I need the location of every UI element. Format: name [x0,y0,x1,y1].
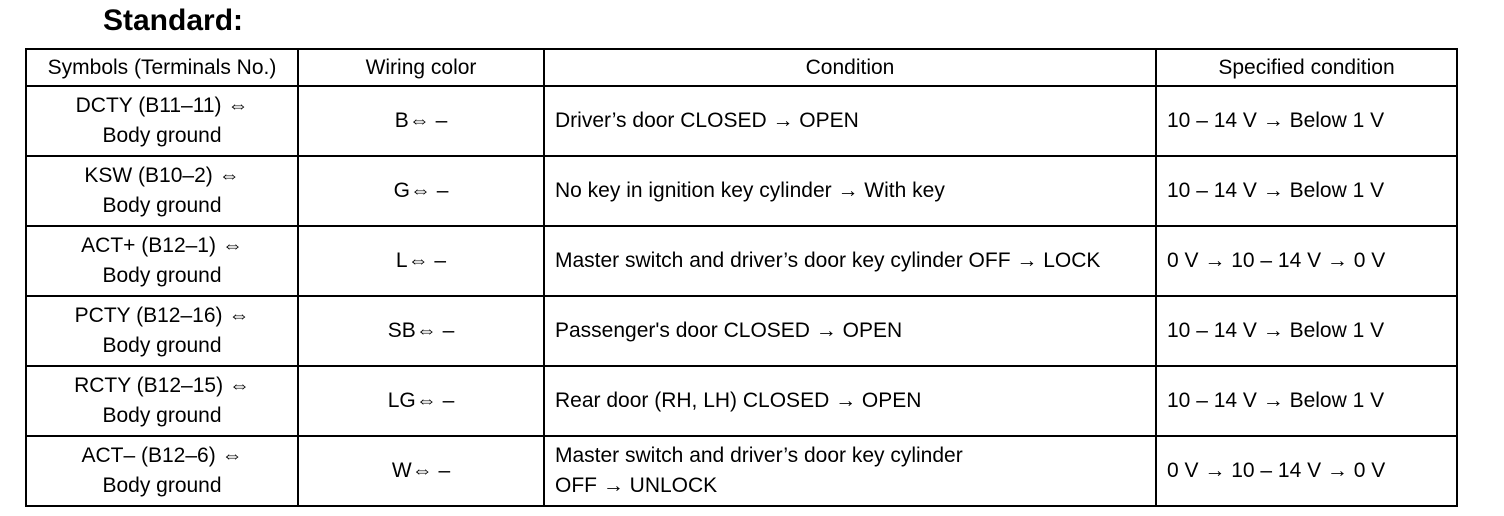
symbol-terminal: RCTY (B12–15) ⇔ [74,374,250,397]
condition-cell [544,296,1156,366]
condition-cell [544,86,1156,156]
condition-text: No key in ignition key cylinder → With key [555,179,945,202]
symbol-ground: Body ground [102,124,222,147]
condition-text: Master switch and driver’s door key cylinder OFF → LOCK [555,249,1101,272]
condition-cell [544,436,1156,506]
specified-condition-cell: 10 – 14 V → Below 1 V [1156,156,1457,226]
page-title: Standard: [103,4,244,37]
symbol-cell [26,156,298,226]
table-header-row [26,49,1457,86]
symbol-ground: Body ground [102,264,222,287]
condition-text-continued: OFF → UNLOCK [555,474,718,497]
symbol-terminal: ACT– (B12–6) ⇔ [81,444,243,467]
header-specified-condition: Specified condition [1156,49,1457,86]
condition-text: Passenger's door CLOSED → OPEN [555,319,903,342]
symbol-ground: Body ground [102,474,222,497]
wiring-color-cell: G⇔ – [298,156,544,226]
table-row [26,366,1457,436]
symbol-cell [26,436,298,506]
header-condition: Condition [544,49,1156,86]
table-row [26,86,1457,156]
table-row [26,226,1457,296]
symbol-ground: Body ground [102,334,222,357]
condition-cell [544,366,1156,436]
specified-condition-cell: 10 – 14 V → Below 1 V [1156,86,1457,156]
symbol-terminal: DCTY (B11–11) ⇔ [75,94,249,117]
specified-condition-cell: 10 – 14 V → Below 1 V [1156,366,1457,436]
wiring-color-cell: B⇔ – [298,86,544,156]
wiring-color-cell: LG⇔ – [298,366,544,436]
condition-text: Master switch and driver’s door key cylinder [555,444,963,467]
table-row [26,296,1457,366]
standard-spec-table [25,48,1458,507]
symbol-terminal: ACT+ (B12–1) ⇔ [81,234,243,257]
symbol-terminal: PCTY (B12–16) ⇔ [74,304,250,327]
wiring-color-cell: L⇔ – [298,226,544,296]
symbol-cell [26,226,298,296]
symbol-cell [26,366,298,436]
condition-cell [544,226,1156,296]
symbol-terminal: KSW (B10–2) ⇔ [84,164,240,187]
table-row [26,436,1457,506]
condition-cell [544,156,1156,226]
table-row [26,156,1457,226]
wiring-color-cell: SB⇔ – [298,296,544,366]
condition-text: Driver’s door CLOSED → OPEN [555,109,859,132]
header-symbols: Symbols (Terminals No.) [26,49,298,86]
wiring-color-cell: W⇔ – [298,436,544,506]
specified-condition-cell: 10 – 14 V → Below 1 V [1156,296,1457,366]
specified-condition-cell: 0 V → 10 – 14 V → 0 V [1156,226,1457,296]
condition-text: Rear door (RH, LH) CLOSED → OPEN [555,389,922,412]
symbol-ground: Body ground [102,404,222,427]
specified-condition-cell: 0 V → 10 – 14 V → 0 V [1156,436,1457,506]
symbol-cell [26,86,298,156]
header-wiring-color: Wiring color [298,49,544,86]
symbol-cell [26,296,298,366]
symbol-ground: Body ground [102,194,222,217]
